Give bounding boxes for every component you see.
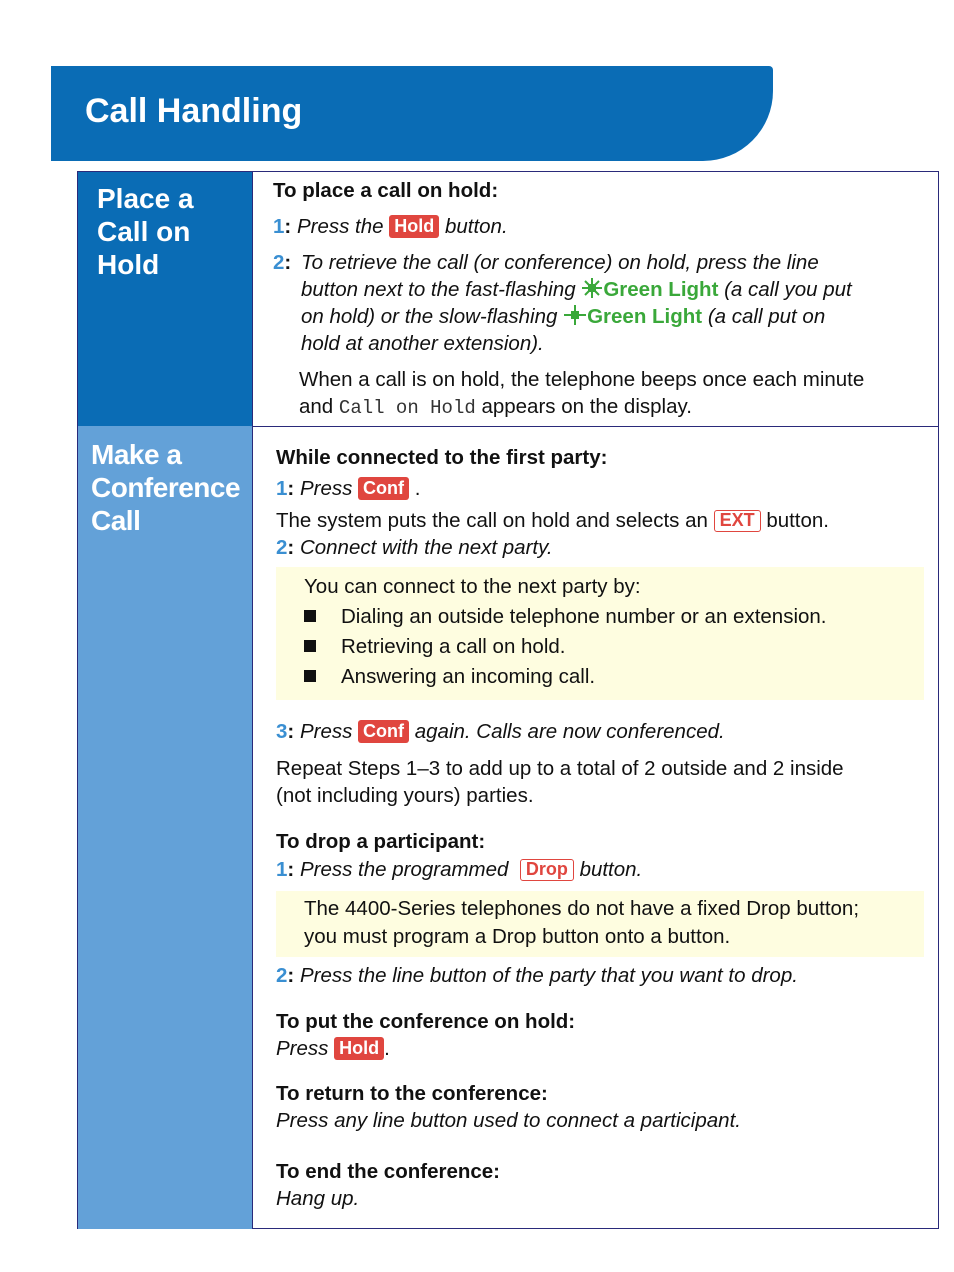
conf-system-text: The system puts the call on hold and selects an EXT button.: [276, 509, 830, 532]
hold-heading: To place a call on hold:: [273, 179, 499, 202]
return-text: Press any line button used to connect a participant.: [276, 1109, 741, 1132]
title-banner: [51, 66, 773, 161]
hold-step-2-text: To retrieve the call (or conference) on hold, press the line button next to the fast-flashing Green Light (a call you put on hold) or the slow-flashing Green Light (a call put on hold at another extension).: [301, 251, 852, 355]
section-title-conference: Make a Conference Call: [78, 426, 253, 1229]
content-table: [77, 171, 939, 1229]
slow-flash-light-icon: [563, 304, 587, 326]
page-title: Call Handling: [85, 92, 303, 130]
return-heading: To return to the conference:: [276, 1082, 548, 1105]
conf-step-2: 2: Connect with the next party.: [276, 536, 553, 559]
list-item: Answering an incoming call.: [304, 663, 914, 690]
bullet-icon: [304, 670, 316, 682]
conf-hold-heading: To put the conference on hold:: [276, 1010, 576, 1033]
hold-note: When a call is on hold, the telephone beeps once each minute and Call on Hold appears on the display.: [299, 368, 865, 419]
hold-step-2: 2:: [273, 251, 292, 274]
connect-options: You can connect to the next party by: Dialing an outside telephone number or an extension. Retrieving a call on hold. Answering an incoming call.: [304, 573, 914, 690]
list-item: Dialing an outside telephone number or an extension.: [304, 603, 914, 630]
drop-step-1: 1: Press the programmed Drop button.: [276, 858, 643, 881]
section-divider: [253, 426, 938, 427]
drop-step-2: 2: Press the line button of the party that you want to drop.: [276, 964, 798, 987]
conf-step-3: 3: Press Conf again. Calls are now conferenced.: [276, 720, 725, 743]
conf-step-1: 1: Press Conf .: [276, 477, 421, 500]
hold-step-1: 1: Press the Hold button.: [273, 215, 508, 238]
bullet-icon: [304, 610, 316, 622]
section-title-hold: Place a Call on Hold: [78, 172, 253, 426]
drop-note: The 4400-Series telephones do not have a fixed Drop button; you must program a Drop button onto a button.: [304, 897, 860, 948]
fast-flash-light-icon: [581, 277, 603, 299]
bullet-icon: [304, 640, 316, 652]
end-text: Hang up.: [276, 1187, 360, 1210]
display-text: Call on Hold: [338, 397, 476, 419]
conf-heading: While connected to the first party:: [276, 446, 608, 469]
conf-button-badge: Conf: [358, 720, 409, 743]
conf-hold-text: Press Hold .: [276, 1037, 390, 1060]
conf-button-badge: Conf: [358, 477, 409, 500]
end-heading: To end the conference:: [276, 1160, 501, 1183]
list-item: Retrieving a call on hold.: [304, 633, 914, 660]
repeat-steps-text: Repeat Steps 1–3 to add up to a total of 2 outside and 2 inside (not including yours) parties.: [276, 757, 844, 807]
drop-button-badge: Drop: [520, 859, 574, 881]
drop-heading: To drop a participant:: [276, 830, 486, 853]
hold-button-badge: Hold: [389, 215, 439, 238]
hold-button-badge: Hold: [334, 1037, 384, 1060]
ext-button-badge: EXT: [714, 510, 761, 532]
